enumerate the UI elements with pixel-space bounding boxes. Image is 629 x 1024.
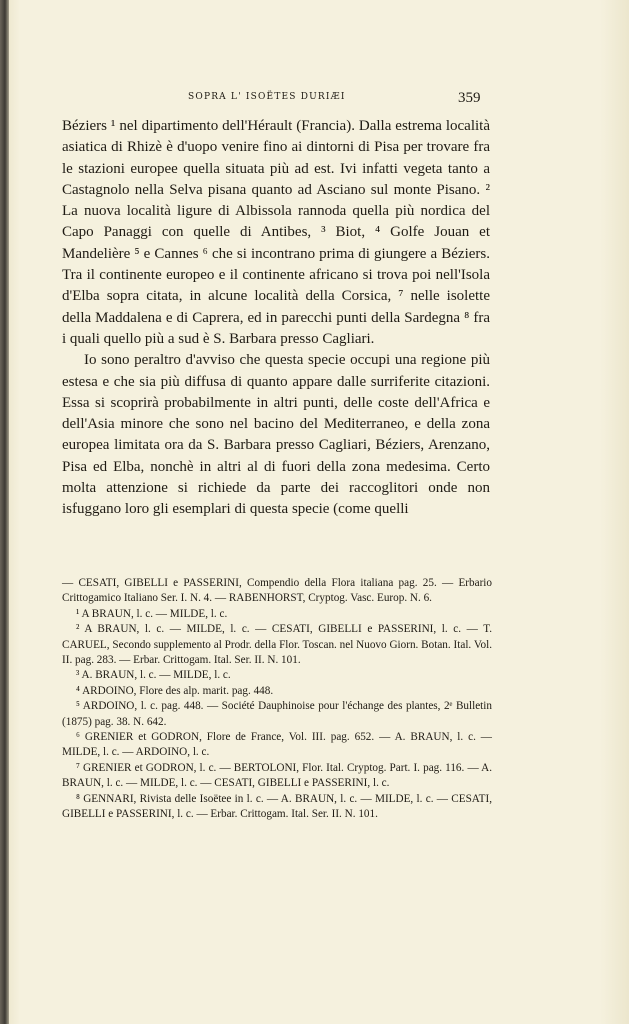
- running-header: SOPRA L' ISOËTES DURIÆI: [188, 92, 346, 102]
- paragraph: Io sono peraltro d'avviso che questa specie occupi una regione più estesa e che sia più diffusa di quanto appare dalle surriferite citazioni. Essa si scoprirà probabilmente in altri punti, delle coste dell'Africa e dell'Asia minore che sono nel bacino del Mediterraneo, e della zona europea limitata ora da S. Barbara presso Cagliari, Béziers, Arenzano, Pisa ed Elba, nonchè in altri al di fuori della zona medesima. Certo molta attenzione si richiede da parte dei raccoglitori onde non isfuggano loro gli esemplari di questa specie (come quelli: [62, 352, 490, 518]
- footnote: ⁷ GRENIER et GODRON, l. c. — BERTOLONI, Flor. Ital. Cryptog. Part. I. pag. 116. — A. BRAUN, l. c. — MILDE, l. c. — CESATI, GIBELLI e PASSERINI, l. c.: [62, 761, 492, 790]
- footnote: ³ A. BRAUN, l. c. — MILDE, l. c.: [76, 669, 231, 682]
- footnotes: [62, 576, 492, 823]
- footnote: ² A BRAUN, l. c. — MILDE, l. c. — CESATI, GIBELLI e PASSERINI, l. c. — T. CARUEL, Secondo supplemento al Prodr. della Flor. Toscan. nel Nuovo Giorn. Botan. Ital. Vol. II. pag. 283. — Erbar. Crittogam. Ital. Ser. II. N. 101.: [62, 623, 492, 667]
- footnote: — CESATI, GIBELLI e PASSERINI, Compendio della Flora italiana pag. 25. — Erbario Crittogamico Italiano Ser. I. N. 4. — RABENHORST, Cryptog. Vasc. Europ. N. 6.: [62, 577, 492, 605]
- footnote: ⁶ GRENIER et GODRON, Flore de France, Vol. III. pag. 652. — A. BRAUN, l. c. — MILDE, l. c. — ARDOINO, l. c.: [62, 731, 492, 759]
- binding-gutter: [0, 0, 9, 1024]
- footnote: ⁸ GENNARI, Rivista delle Isoëtee in l. c. — A. BRAUN, l. c. — MILDE, l. c. — CESATI, GIBELLI e PASSERINI, l. c. — Erbar. Crittogam. Ital. Ser. II. N. 101.: [62, 792, 492, 821]
- footnote: ⁵ ARDOINO, l. c. pag. 448. — Société Dauphinoise pour l'échange des plantes, 2ᵉ Bulletin (1875) pag. 38. N. 642.: [62, 700, 492, 728]
- footnote: ⁴ ARDOINO, Flore des alp. marit. pag. 448.: [76, 684, 274, 697]
- main-text: [62, 116, 490, 521]
- page-number: 359: [458, 90, 481, 106]
- footnote: ¹ A BRAUN, l. c. — MILDE, l. c.: [76, 607, 228, 620]
- paragraph: Béziers ¹ nel dipartimento dell'Hérault (Francia). Dalla estrema località asiatica di Rhizè è d'uopo venire fino ai dintorni di Pisa per trovare fra le stazioni europee quella situata più ad est. Ivi infatti vegeta tanto a Castagnolo nella Selva pisana quanto ad Asciano sul monte Pisano. ² La nuova località ligure di Albissola rannoda quella più nordica del Capo Panaggi con quelle di Antibes, ³ Biot, ⁴ Golfe Jouan et Mandelière ⁵ e Cannes ⁶ che si incontrano prima di giungere a Béziers. Tra il continente europeo e il continente africano si trova poi nell'Isola d'Elba sopra citata, in alcune località della Corsica, ⁷ nelle isolette della Maddalena e di Caprera, ed in parecchi punti della Sardegna ⁸ fra i quali quello più a sud è S. Barbara presso Cagliari.: [62, 118, 490, 347]
